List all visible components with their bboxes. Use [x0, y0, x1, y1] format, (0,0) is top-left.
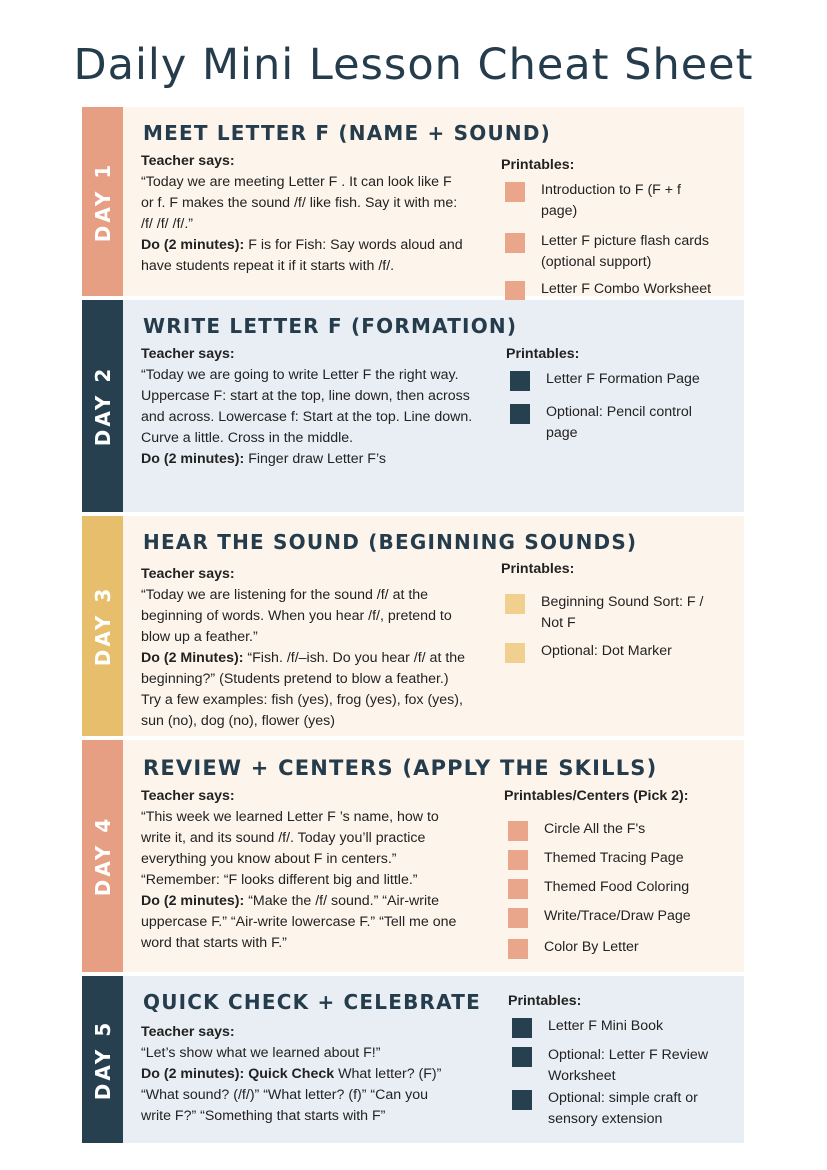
day-3-tab-label: DAY 3	[90, 585, 115, 667]
do-label: Do (2 minutes): Quick Check	[141, 1066, 335, 1082]
do-line	[141, 891, 491, 912]
do-line	[141, 449, 501, 470]
teacher-line: “Remember: “F looks different big and little.”	[141, 872, 418, 888]
teacher-says-label: Teacher says:	[141, 1024, 235, 1040]
teacher-says-label: Teacher says:	[141, 153, 235, 169]
do-line	[141, 1064, 491, 1085]
printables-label: Printables:	[501, 157, 575, 173]
do-text: Finger draw Letter F’s	[244, 451, 386, 467]
day-3-teacher-says	[141, 564, 491, 732]
teacher-line: and across. Lowercase f: Start at the top. Line down.	[141, 409, 473, 425]
teacher-line: or f. F makes the sound /f/ like fish. Say it with me:	[141, 195, 458, 211]
checkbox-square-icon	[505, 643, 525, 663]
teacher-line: have students repeat it if it starts with /f/.	[141, 258, 395, 274]
day-2-section	[82, 300, 744, 512]
day-2-tab-label: DAY 2	[90, 365, 115, 447]
day-4-printables	[504, 786, 724, 958]
day-3-printables	[501, 559, 711, 662]
day-2-heading: WRITE LETTER F (FORMATION)	[143, 314, 518, 338]
do-line	[141, 648, 491, 669]
checkbox-square-icon	[505, 233, 525, 253]
teacher-line: beginning?” (Students pretend to blow a feather.)	[141, 671, 449, 687]
checkbox-square-icon	[508, 908, 528, 928]
printable-item: Optional: simple craft or sensory extension	[508, 1088, 723, 1130]
checkbox-square-icon	[512, 1018, 532, 1038]
teacher-line: write F?” “Something that starts with F”	[141, 1108, 386, 1124]
checkbox-square-icon	[512, 1047, 532, 1067]
printables-label: Printables/Centers (Pick 2):	[504, 788, 689, 804]
teacher-line: /f/ /f/ /f/.”	[141, 216, 194, 232]
day-5-teacher-says	[141, 1022, 491, 1127]
do-label: Do (2 minutes):	[141, 237, 245, 253]
printable-item: Themed Tracing Page	[504, 848, 724, 869]
checkbox-square-icon	[508, 850, 528, 870]
printable-item: Optional: Pencil control page	[506, 402, 716, 444]
day-2-teacher-says	[141, 344, 501, 470]
day-1-printables	[501, 155, 721, 300]
checkbox-square-icon	[508, 821, 528, 841]
checkbox-square-icon	[512, 1090, 532, 1110]
teacher-says-label: Teacher says:	[141, 566, 235, 582]
day-2-tab	[82, 300, 123, 512]
do-label: Do (2 minutes):	[141, 451, 245, 467]
printables-label: Printables:	[501, 561, 575, 577]
teacher-says-label: Teacher says:	[141, 788, 235, 804]
checkbox-square-icon	[508, 939, 528, 959]
printable-item: Introduction to F (F + f page)	[501, 180, 721, 222]
teacher-line: write it, and its sound /f/. Today you’ll practice	[141, 830, 426, 846]
checkbox-square-icon	[510, 371, 530, 391]
day-4-heading: REVIEW + CENTERS (APPLY THE SKILLS)	[143, 756, 658, 780]
do-text: F is for Fish: Say words aloud and	[244, 237, 463, 253]
day-4-tab-label: DAY 4	[90, 815, 115, 897]
printable-item: Beginning Sound Sort: F / Not F	[501, 592, 711, 634]
day-5-section	[82, 976, 744, 1143]
checkbox-square-icon	[505, 182, 525, 202]
teacher-line: everything you know about F in centers.”	[141, 851, 397, 867]
day-1-tab-label: DAY 1	[90, 161, 115, 242]
printable-item: Letter F Mini Book	[508, 1016, 723, 1037]
day-2-printables	[506, 344, 716, 444]
teacher-line: “Today we are listening for the sound /f/ at the	[141, 587, 429, 603]
teacher-line: “This week we learned Letter F ’s name, how to	[141, 809, 439, 825]
do-label: Do (2 Minutes):	[141, 650, 244, 666]
teacher-line: “Today we are going to write Letter F the right way.	[141, 367, 459, 383]
day-1-section	[82, 107, 744, 296]
teacher-line: beginning of words. When you hear /f/, pretend to	[141, 608, 452, 624]
printable-item: Circle All the F's	[504, 819, 724, 840]
teacher-line: Curve a little. Cross in the middle.	[141, 430, 354, 446]
do-label: Do (2 minutes):	[141, 893, 245, 909]
do-line	[141, 235, 491, 256]
day-4-section	[82, 740, 744, 972]
day-3-section	[82, 516, 744, 736]
printables-label: Printables:	[506, 346, 580, 362]
printable-item: Optional: Dot Marker	[501, 641, 711, 662]
do-text: “Make the /f/ sound.” “Air-write	[244, 893, 440, 909]
checkbox-square-icon	[508, 879, 528, 899]
day-5-printables	[508, 991, 723, 1130]
teacher-line: “Today we are meeting Letter F . It can look like F	[141, 174, 452, 190]
teacher-line: Uppercase F: start at the top, line down, then across	[141, 388, 470, 404]
teacher-line: uppercase F.” “Air-write lowercase F.” “Tell me one	[141, 914, 457, 930]
day-4-tab	[82, 740, 123, 972]
printable-item: Write/Trace/Draw Page	[504, 906, 724, 927]
printable-item: Optional: Letter F Review Worksheet	[508, 1045, 723, 1087]
checkbox-square-icon	[505, 594, 525, 614]
day-5-tab-label: DAY 5	[90, 1019, 115, 1100]
page-title: Daily Mini Lesson Cheat Sheet	[73, 40, 754, 90]
teacher-line: “What sound? (/f/)” “What letter? (f)” “Can you	[141, 1087, 428, 1103]
printable-item: Letter F Formation Page	[506, 369, 716, 390]
printable-item: Color By Letter	[504, 937, 724, 958]
printable-item: Letter F picture flash cards (optional support)	[501, 231, 721, 273]
teacher-line: “Let’s show what we learned about F!”	[141, 1045, 381, 1061]
printables-label: Printables:	[508, 993, 582, 1009]
day-4-teacher-says	[141, 786, 491, 954]
do-text: What letter? (F)”	[334, 1066, 442, 1082]
day-1-teacher-says	[141, 151, 491, 277]
day-1-tab	[82, 107, 123, 296]
teacher-line: word that starts with F.”	[141, 935, 287, 951]
teacher-says-label: Teacher says:	[141, 346, 235, 362]
day-3-tab	[82, 516, 123, 736]
day-5-heading: QUICK CHECK + CELEBRATE	[143, 990, 481, 1014]
printable-item: Themed Food Coloring	[504, 877, 724, 898]
do-text: “Fish. /f/–ish. Do you hear /f/ at the	[243, 650, 466, 666]
checkbox-square-icon	[505, 281, 525, 301]
printable-item: Letter F Combo Worksheet	[501, 279, 721, 300]
day-5-tab	[82, 976, 123, 1143]
teacher-line: sun (no), dog (no), flower (yes)	[141, 713, 335, 729]
day-3-heading: HEAR THE SOUND (BEGINNING SOUNDS)	[143, 530, 638, 554]
teacher-line: Try a few examples: fish (yes), frog (yes), fox (yes),	[141, 692, 463, 708]
day-1-heading: MEET LETTER F (NAME + SOUND)	[143, 121, 551, 145]
teacher-line: blow up a feather.”	[141, 629, 258, 645]
checkbox-square-icon	[510, 404, 530, 424]
